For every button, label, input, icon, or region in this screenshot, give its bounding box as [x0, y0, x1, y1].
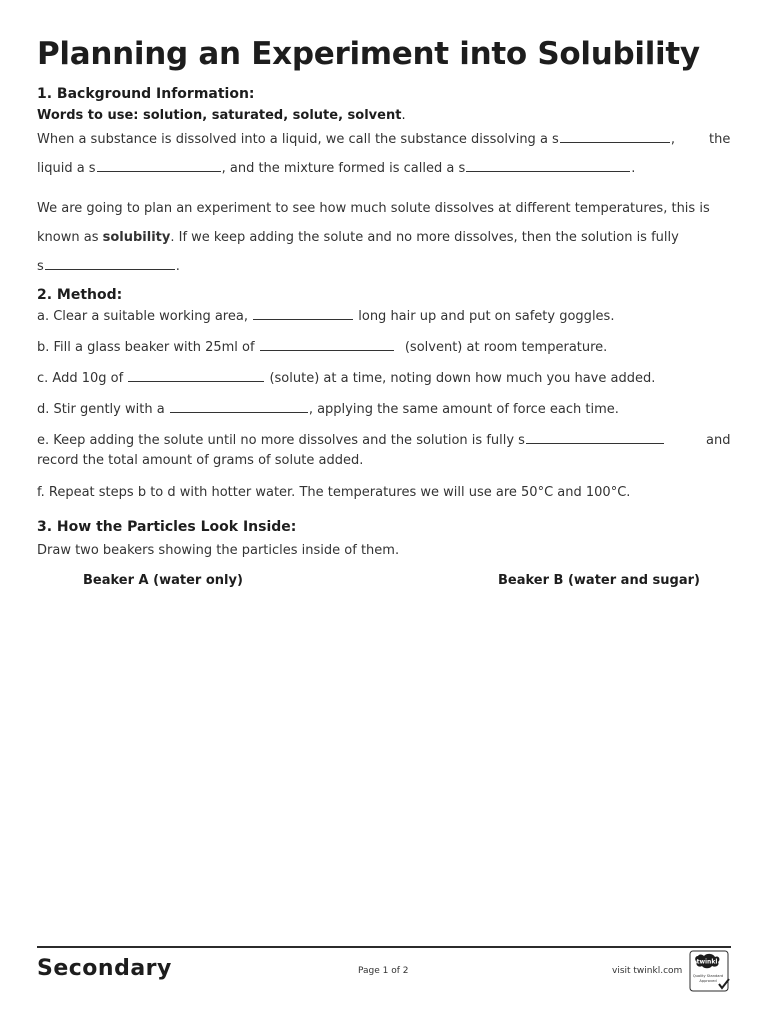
background-line-2 — [37, 160, 635, 178]
solubility-term: solubility — [102, 230, 171, 245]
badge-line-1: Quality Standard — [692, 974, 724, 978]
method-step-e-line-1 — [37, 432, 665, 450]
blank-step-a[interactable] — [253, 308, 353, 320]
background-para-2-line-2-rest: . If we keep adding the solute and no more dissolves, then the solution is fully — [170, 230, 679, 245]
background-line-1 — [37, 131, 675, 149]
background-para-2-line-2 — [37, 229, 679, 247]
blank-solution[interactable] — [466, 160, 630, 172]
beaker-a-label: Beaker A (water only) — [83, 573, 243, 588]
section-3-instruction: Draw two beakers showing the particles inside of them. — [37, 543, 400, 558]
method-step-d-text-1: d. Stir gently with a — [37, 402, 165, 417]
method-step-d — [37, 401, 619, 419]
background-para-2-line-1: We are going to plan an experiment to see how much solute dissolves at different temperatures, this is — [37, 201, 710, 216]
badge-word: twinkl — [696, 958, 718, 966]
blank-saturated[interactable] — [45, 258, 175, 270]
method-step-d-text-2: , applying the same amount of force each time. — [308, 402, 619, 417]
method-step-a — [37, 308, 614, 326]
known-as-text: known as — [37, 230, 99, 245]
blank-step-d[interactable] — [170, 401, 308, 413]
method-step-e-line-2: record the total amount of grams of solute added. — [37, 453, 364, 468]
background-line-2-period: . — [631, 161, 636, 176]
quality-badge-icon — [689, 950, 731, 992]
saturated-period: . — [175, 259, 180, 274]
footer-divider — [37, 946, 731, 948]
blank-step-e[interactable] — [526, 432, 664, 444]
method-step-c-text-2: (solute) at a time, noting down how much you have added. — [269, 371, 656, 386]
background-line-2-text-b: , and the mixture formed is called a s — [221, 161, 466, 176]
blank-solvent[interactable] — [97, 160, 221, 172]
beaker-b-label: Beaker B (water and sugar) — [498, 573, 700, 588]
saturated-prefix: s — [37, 259, 44, 274]
method-step-c — [37, 370, 655, 388]
page-number: Page 1 of 2 — [358, 966, 409, 976]
footer-brand: Secondary — [37, 956, 172, 981]
background-line-1-end: the — [709, 132, 731, 147]
background-line-1-comma: , — [670, 132, 675, 147]
background-line-2-text-a: liquid a s — [37, 161, 96, 176]
method-step-f: f. Repeat steps b to d with hotter water. The temperatures we will use are 50°C and 100°C. — [37, 485, 631, 500]
method-step-b-text-1: b. Fill a glass beaker with 25ml of — [37, 340, 255, 355]
blank-solute[interactable] — [560, 131, 670, 143]
badge-line-2: Approved — [699, 979, 717, 983]
words-to-use — [37, 108, 406, 123]
section-1-heading: 1. Background Information: — [37, 86, 255, 102]
blank-step-c[interactable] — [128, 370, 264, 382]
words-to-use-list: solution, saturated, solute, solvent — [143, 108, 402, 123]
quality-badge-graphic — [689, 950, 731, 992]
method-step-a-text-2: long hair up and put on safety goggles. — [358, 309, 615, 324]
method-step-e-text-1: e. Keep adding the solute until no more dissolves and the solution is fully s — [37, 433, 525, 448]
background-line-1-text: When a substance is dissolved into a liquid, we call the substance dissolving a s — [37, 132, 559, 147]
background-para-2-line-3 — [37, 258, 180, 276]
method-step-a-text-1: a. Clear a suitable working area, — [37, 309, 248, 324]
method-step-e-and: and — [706, 433, 731, 448]
section-3-heading: 3. How the Particles Look Inside: — [37, 519, 297, 535]
visit-link[interactable]: visit twinkl.com — [612, 966, 683, 976]
words-to-use-prefix: Words to use: — [37, 108, 139, 123]
words-to-use-suffix: . — [401, 108, 406, 123]
method-step-b — [37, 339, 607, 357]
section-2-heading: 2. Method: — [37, 287, 123, 303]
method-step-c-text-1: c. Add 10g of — [37, 371, 124, 386]
blank-step-b[interactable] — [260, 339, 394, 351]
page-title: Planning an Experiment into Solubility — [37, 36, 700, 72]
method-step-b-text-2: (solvent) at room temperature. — [404, 340, 608, 355]
